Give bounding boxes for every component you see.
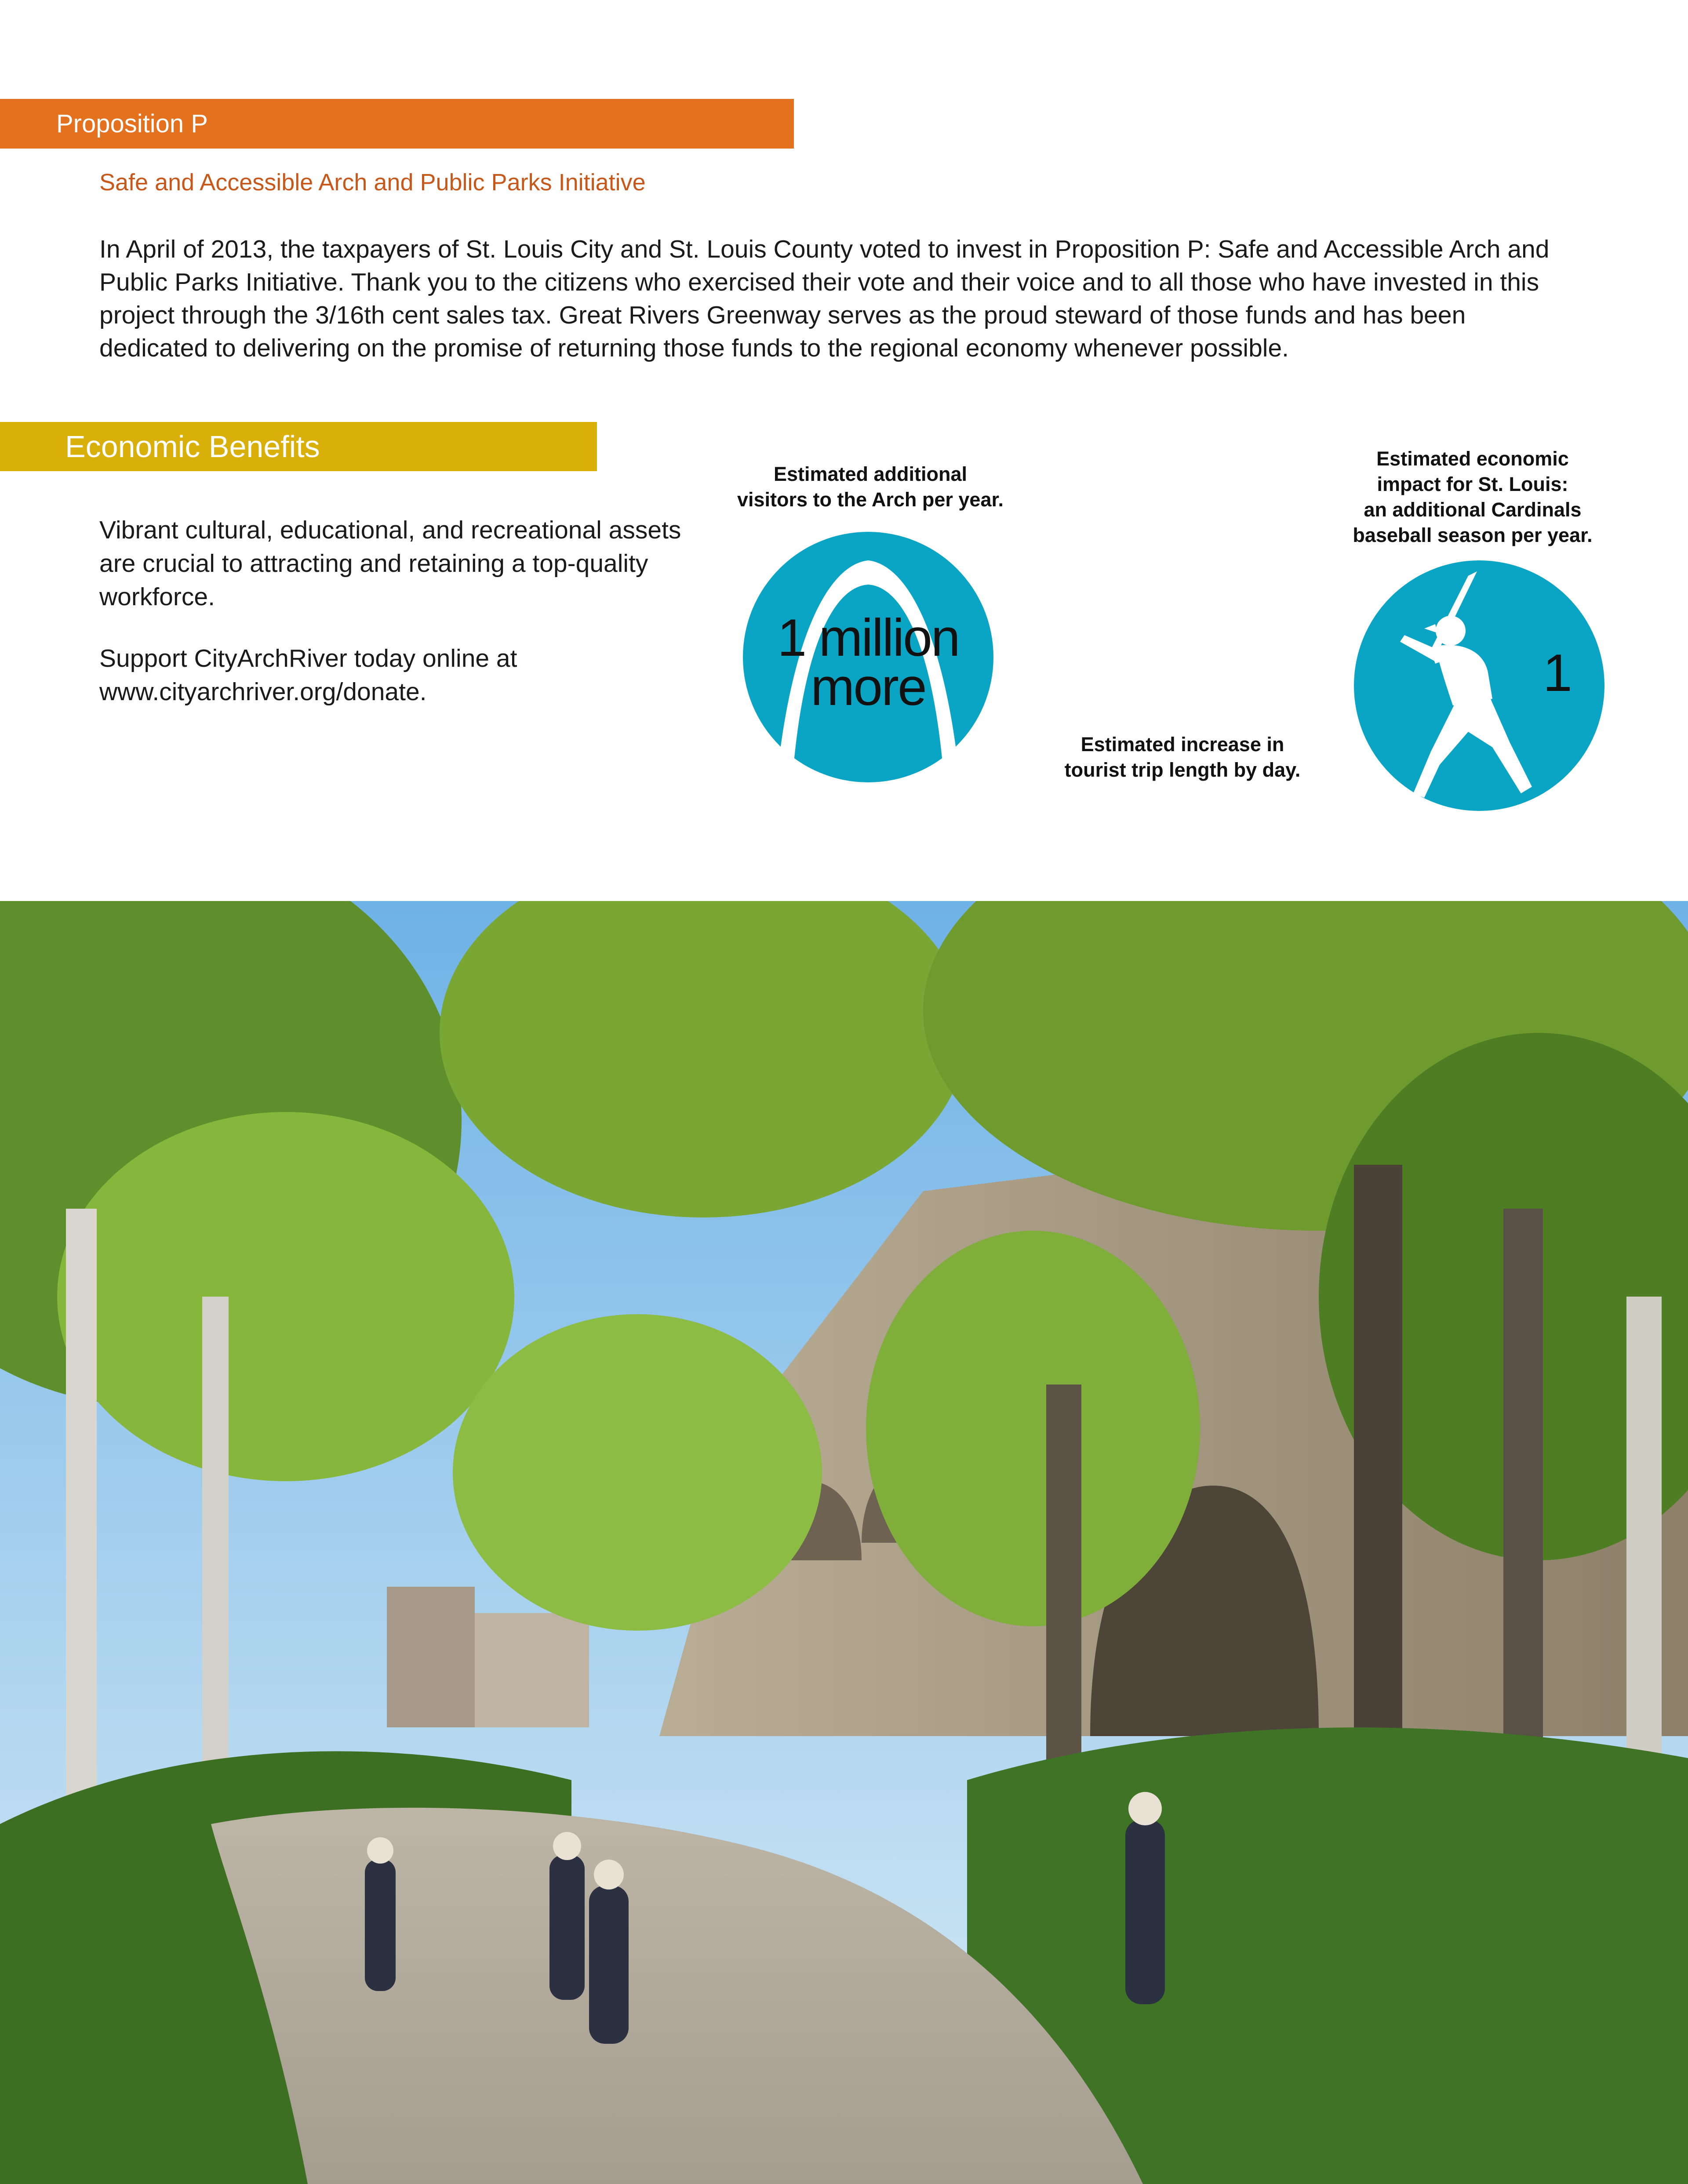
caption-line: visitors to the Arch per year. — [737, 488, 1004, 511]
caption-line: impact for St. Louis: — [1377, 473, 1568, 495]
initiative-subtitle: Safe and Accessible Arch and Public Parks Initiative — [99, 169, 646, 196]
section-label: Proposition P — [56, 109, 208, 138]
proposition-p-banner — [0, 99, 794, 149]
intro-paragraph: In April of 2013, the taxpayers of St. Louis City and St. Louis County voted to invest in Proposition P: Safe and Accessible Arch and Public Parks Initiative. Thank you to the citizens who exercised their vote and their voice and to all those who have invested in this project through the 3/16th cent sales tax. Great Rivers Greenway serves as the proud steward of those funds and has been dedicated to delivering on the promise of returning those funds to the regional economy whenever possible. — [99, 235, 1550, 362]
caption-line: Estimated economic — [1376, 447, 1569, 470]
impact-caption — [1319, 446, 1626, 548]
trip-length-caption — [1007, 732, 1358, 783]
caption-line: tourist trip length by day. — [1064, 759, 1301, 781]
caption-line: Estimated increase in — [1080, 733, 1284, 756]
section-label: Economic Benefits — [65, 429, 320, 464]
visitors-caption — [690, 462, 1051, 512]
value-line: more — [811, 658, 926, 716]
caption-line: baseball season per year. — [1353, 524, 1593, 546]
donate-paragraph: Support CityArchRiver today online at www.cityarchriver.org/donate. — [99, 644, 517, 706]
economic-benefits-banner — [0, 422, 597, 471]
caption-line: Estimated additional — [773, 463, 968, 485]
value-line: 1 million — [777, 608, 959, 667]
impact-value: 1 — [1543, 643, 1572, 702]
caption-line: an additional Cardinals — [1364, 498, 1582, 521]
visitors-value — [736, 608, 1000, 716]
assets-paragraph: Vibrant cultural, educational, and recreational assets are crucial to attracting and retaining a top-quality workforce. — [99, 516, 681, 611]
park-rendering-image — [0, 901, 1688, 2184]
